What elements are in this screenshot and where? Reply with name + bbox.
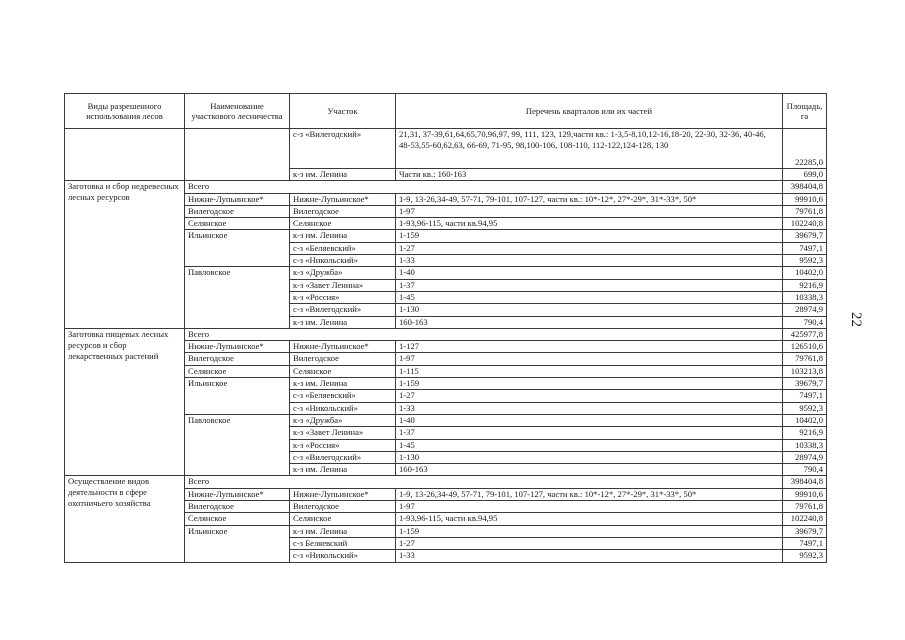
total-label: Всего	[185, 181, 783, 193]
quarters-cell: 1-115	[396, 365, 783, 377]
plot-cell: к-з «Завет Ленина»	[290, 427, 396, 439]
header-use-type: Виды разрешенного использования лесов	[65, 94, 185, 129]
plot-cell: к-з «Россия»	[290, 291, 396, 303]
total-area: 398404,8	[783, 476, 827, 488]
plot-cell: к-з «Россия»	[290, 439, 396, 451]
plot-cell: Вилегодское	[290, 353, 396, 365]
plot-cell: с-з «Вилегодский»	[290, 129, 396, 169]
plot-cell: к-з им. Ленина	[290, 169, 396, 181]
plot-cell: Селянское	[290, 218, 396, 230]
forestry-cell: Павловское	[185, 414, 290, 475]
forestry-cell: Ильинское	[185, 378, 290, 415]
quarters-cell: 1-9, 13-26,34-49, 57-71, 79-101, 107-127, части кв.: 10*-12*, 27*-29*, 31*-33*, 50*	[396, 488, 783, 500]
area-cell: 7497,1	[783, 242, 827, 254]
quarters-cell: 1-130	[396, 304, 783, 316]
area-cell: 39679,7	[783, 378, 827, 390]
area-cell: 10338,3	[783, 439, 827, 451]
total-label: Всего	[185, 328, 783, 340]
area-cell: 39679,7	[783, 230, 827, 242]
quarters-cell: 1-159	[396, 230, 783, 242]
quarters-cell: 1-97	[396, 205, 783, 217]
quarters-cell: 1-40	[396, 414, 783, 426]
header-forestry: Наименование участкового лесничества	[185, 94, 290, 129]
area-cell: 28974,9	[783, 304, 827, 316]
area-cell: 9216,9	[783, 427, 827, 439]
quarters-cell: 1-9, 13-26,34-49, 57-71, 79-101, 107-127, части кв.: 10*-12*, 27*-29*, 31*-33*, 50*	[396, 193, 783, 205]
plot-cell: Селянское	[290, 513, 396, 525]
quarters-cell: 1-37	[396, 427, 783, 439]
forestry-cell: Селянское	[185, 365, 290, 377]
plot-cell: Вилегодское	[290, 501, 396, 513]
area-cell: 699,0	[783, 169, 827, 181]
area-cell: 79761,8	[783, 205, 827, 217]
area-cell: 99910,6	[783, 488, 827, 500]
quarters-cell: 1-45	[396, 439, 783, 451]
section-total-row	[65, 328, 827, 340]
quarters-cell: 1-40	[396, 267, 783, 279]
quarters-cell: 1-127	[396, 341, 783, 353]
plot-cell: с-з «Вилегодский»	[290, 304, 396, 316]
plot-cell: Нижне-Лупьинское*	[290, 341, 396, 353]
plot-cell: с-з «Никольский»	[290, 255, 396, 267]
quarters-cell: 1-27	[396, 390, 783, 402]
area-cell: 10338,3	[783, 291, 827, 303]
plot-cell: с-з «Беляевский»	[290, 242, 396, 254]
area-cell: 9592,3	[783, 550, 827, 562]
header-quarters: Перечень кварталов или их частей	[396, 94, 783, 129]
use-type-cell	[65, 129, 185, 181]
forest-use-table	[64, 93, 827, 563]
plot-cell: к-з им. Ленина	[290, 230, 396, 242]
forestry-cell: Селянское	[185, 513, 290, 525]
plot-cell: к-з им. Ленина	[290, 464, 396, 476]
plot-cell: с-з «Никольский»	[290, 402, 396, 414]
total-area: 398404,8	[783, 181, 827, 193]
forestry-cell: Вилегодское	[185, 501, 290, 513]
plot-cell: Селянское	[290, 365, 396, 377]
area-cell: 79761,8	[783, 353, 827, 365]
total-area: 425977,8	[783, 328, 827, 340]
quarters-cell: 1-93,96-115, части кв.94,95	[396, 513, 783, 525]
area-cell: 10402,0	[783, 267, 827, 279]
quarters-cell: 1-27	[396, 242, 783, 254]
quarters-cell: 1-97	[396, 501, 783, 513]
plot-cell: к-з им. Ленина	[290, 316, 396, 328]
quarters-cell: 1-33	[396, 550, 783, 562]
plot-cell: к-з «Дружба»	[290, 414, 396, 426]
use-type-cell: Заготовка пищевых лесных ресурсов и сбор лекарственных растений	[65, 328, 185, 476]
quarters-cell: 160-163	[396, 464, 783, 476]
quarters-cell: 1-159	[396, 378, 783, 390]
quarters-cell: 1-33	[396, 255, 783, 267]
forestry-cell: Ильинское	[185, 230, 290, 267]
header-area: Площадь, га	[783, 94, 827, 129]
quarters-cell: 21,31, 37-39,61,64,65,70,96,97, 99, 111, 123, 129,части кв.: 1-3,5-8,10,12-16,18-20, 22-30, 32-36, 40-46, 48-53,55-60,62,63, 66-69, 71-95, 98,100-106, 108-110, 112-122,124-128, 130	[396, 129, 783, 169]
header-row	[65, 94, 827, 129]
quarters-cell: 1-97	[396, 353, 783, 365]
quarters-cell: 1-130	[396, 451, 783, 463]
plot-cell: Нижне-Лупьинское*	[290, 193, 396, 205]
forestry-cell: Вилегодское	[185, 353, 290, 365]
use-type-cell: Осуществление видов деятельности в сфере охотничьего хозяйства	[65, 476, 185, 562]
area-cell: 79761,8	[783, 501, 827, 513]
table-body	[65, 129, 827, 563]
quarters-cell: Части кв.: 160-163	[396, 169, 783, 181]
plot-cell: Вилегодское	[290, 205, 396, 217]
area-cell: 7497,1	[783, 537, 827, 549]
header-plot: Участок	[290, 94, 396, 129]
quarters-cell: 160-163	[396, 316, 783, 328]
page-number: 22	[848, 312, 864, 327]
plot-cell: к-з им. Ленина	[290, 525, 396, 537]
plot-cell: с-з Беляевский	[290, 537, 396, 549]
area-cell: 10402,0	[783, 414, 827, 426]
area-cell: 9592,3	[783, 402, 827, 414]
plot-cell: к-з им. Ленина	[290, 378, 396, 390]
area-cell: 103213,8	[783, 365, 827, 377]
plot-cell: с-з «Вилегодский»	[290, 451, 396, 463]
area-cell: 9216,9	[783, 279, 827, 291]
total-label: Всего	[185, 476, 783, 488]
area-cell: 9592,3	[783, 255, 827, 267]
quarters-cell: 1-45	[396, 291, 783, 303]
quarters-cell: 1-33	[396, 402, 783, 414]
section-total-row	[65, 476, 827, 488]
forestry-cell: Нижне-Лупьинское*	[185, 488, 290, 500]
quarters-cell: 1-93,96-115, части кв.94,95	[396, 218, 783, 230]
area-cell: 790,4	[783, 464, 827, 476]
area-cell: 39679,7	[783, 525, 827, 537]
area-cell: 102240,8	[783, 218, 827, 230]
quarters-cell: 1-27	[396, 537, 783, 549]
forestry-cell: Нижне-Лупьинское*	[185, 193, 290, 205]
area-cell: 7497,1	[783, 390, 827, 402]
plot-cell: к-з «Завет Ленина»	[290, 279, 396, 291]
table-row	[65, 129, 827, 169]
area-cell: 126510,6	[783, 341, 827, 353]
plot-cell: к-з «Дружба»	[290, 267, 396, 279]
area-cell: 28974,9	[783, 451, 827, 463]
plot-cell: с-з «Никольский»	[290, 550, 396, 562]
area-cell: 99910,6	[783, 193, 827, 205]
forestry-cell: Нижне-Лупьинское*	[185, 341, 290, 353]
area-cell: 102240,8	[783, 513, 827, 525]
plot-cell: Нижне-Лупьинское*	[290, 488, 396, 500]
forestry-cell	[185, 129, 290, 181]
forestry-cell: Вилегодское	[185, 205, 290, 217]
area-cell: 790,4	[783, 316, 827, 328]
area-cell: 22285,0	[783, 129, 827, 169]
forestry-cell: Ильинское	[185, 525, 290, 562]
plot-cell: с-з «Беляевский»	[290, 390, 396, 402]
quarters-cell: 1-37	[396, 279, 783, 291]
use-type-cell: Заготовка и сбор недревесных лесных ресурсов	[65, 181, 185, 329]
section-total-row	[65, 181, 827, 193]
forestry-cell: Селянское	[185, 218, 290, 230]
quarters-cell: 1-159	[396, 525, 783, 537]
forestry-cell: Павловское	[185, 267, 290, 328]
